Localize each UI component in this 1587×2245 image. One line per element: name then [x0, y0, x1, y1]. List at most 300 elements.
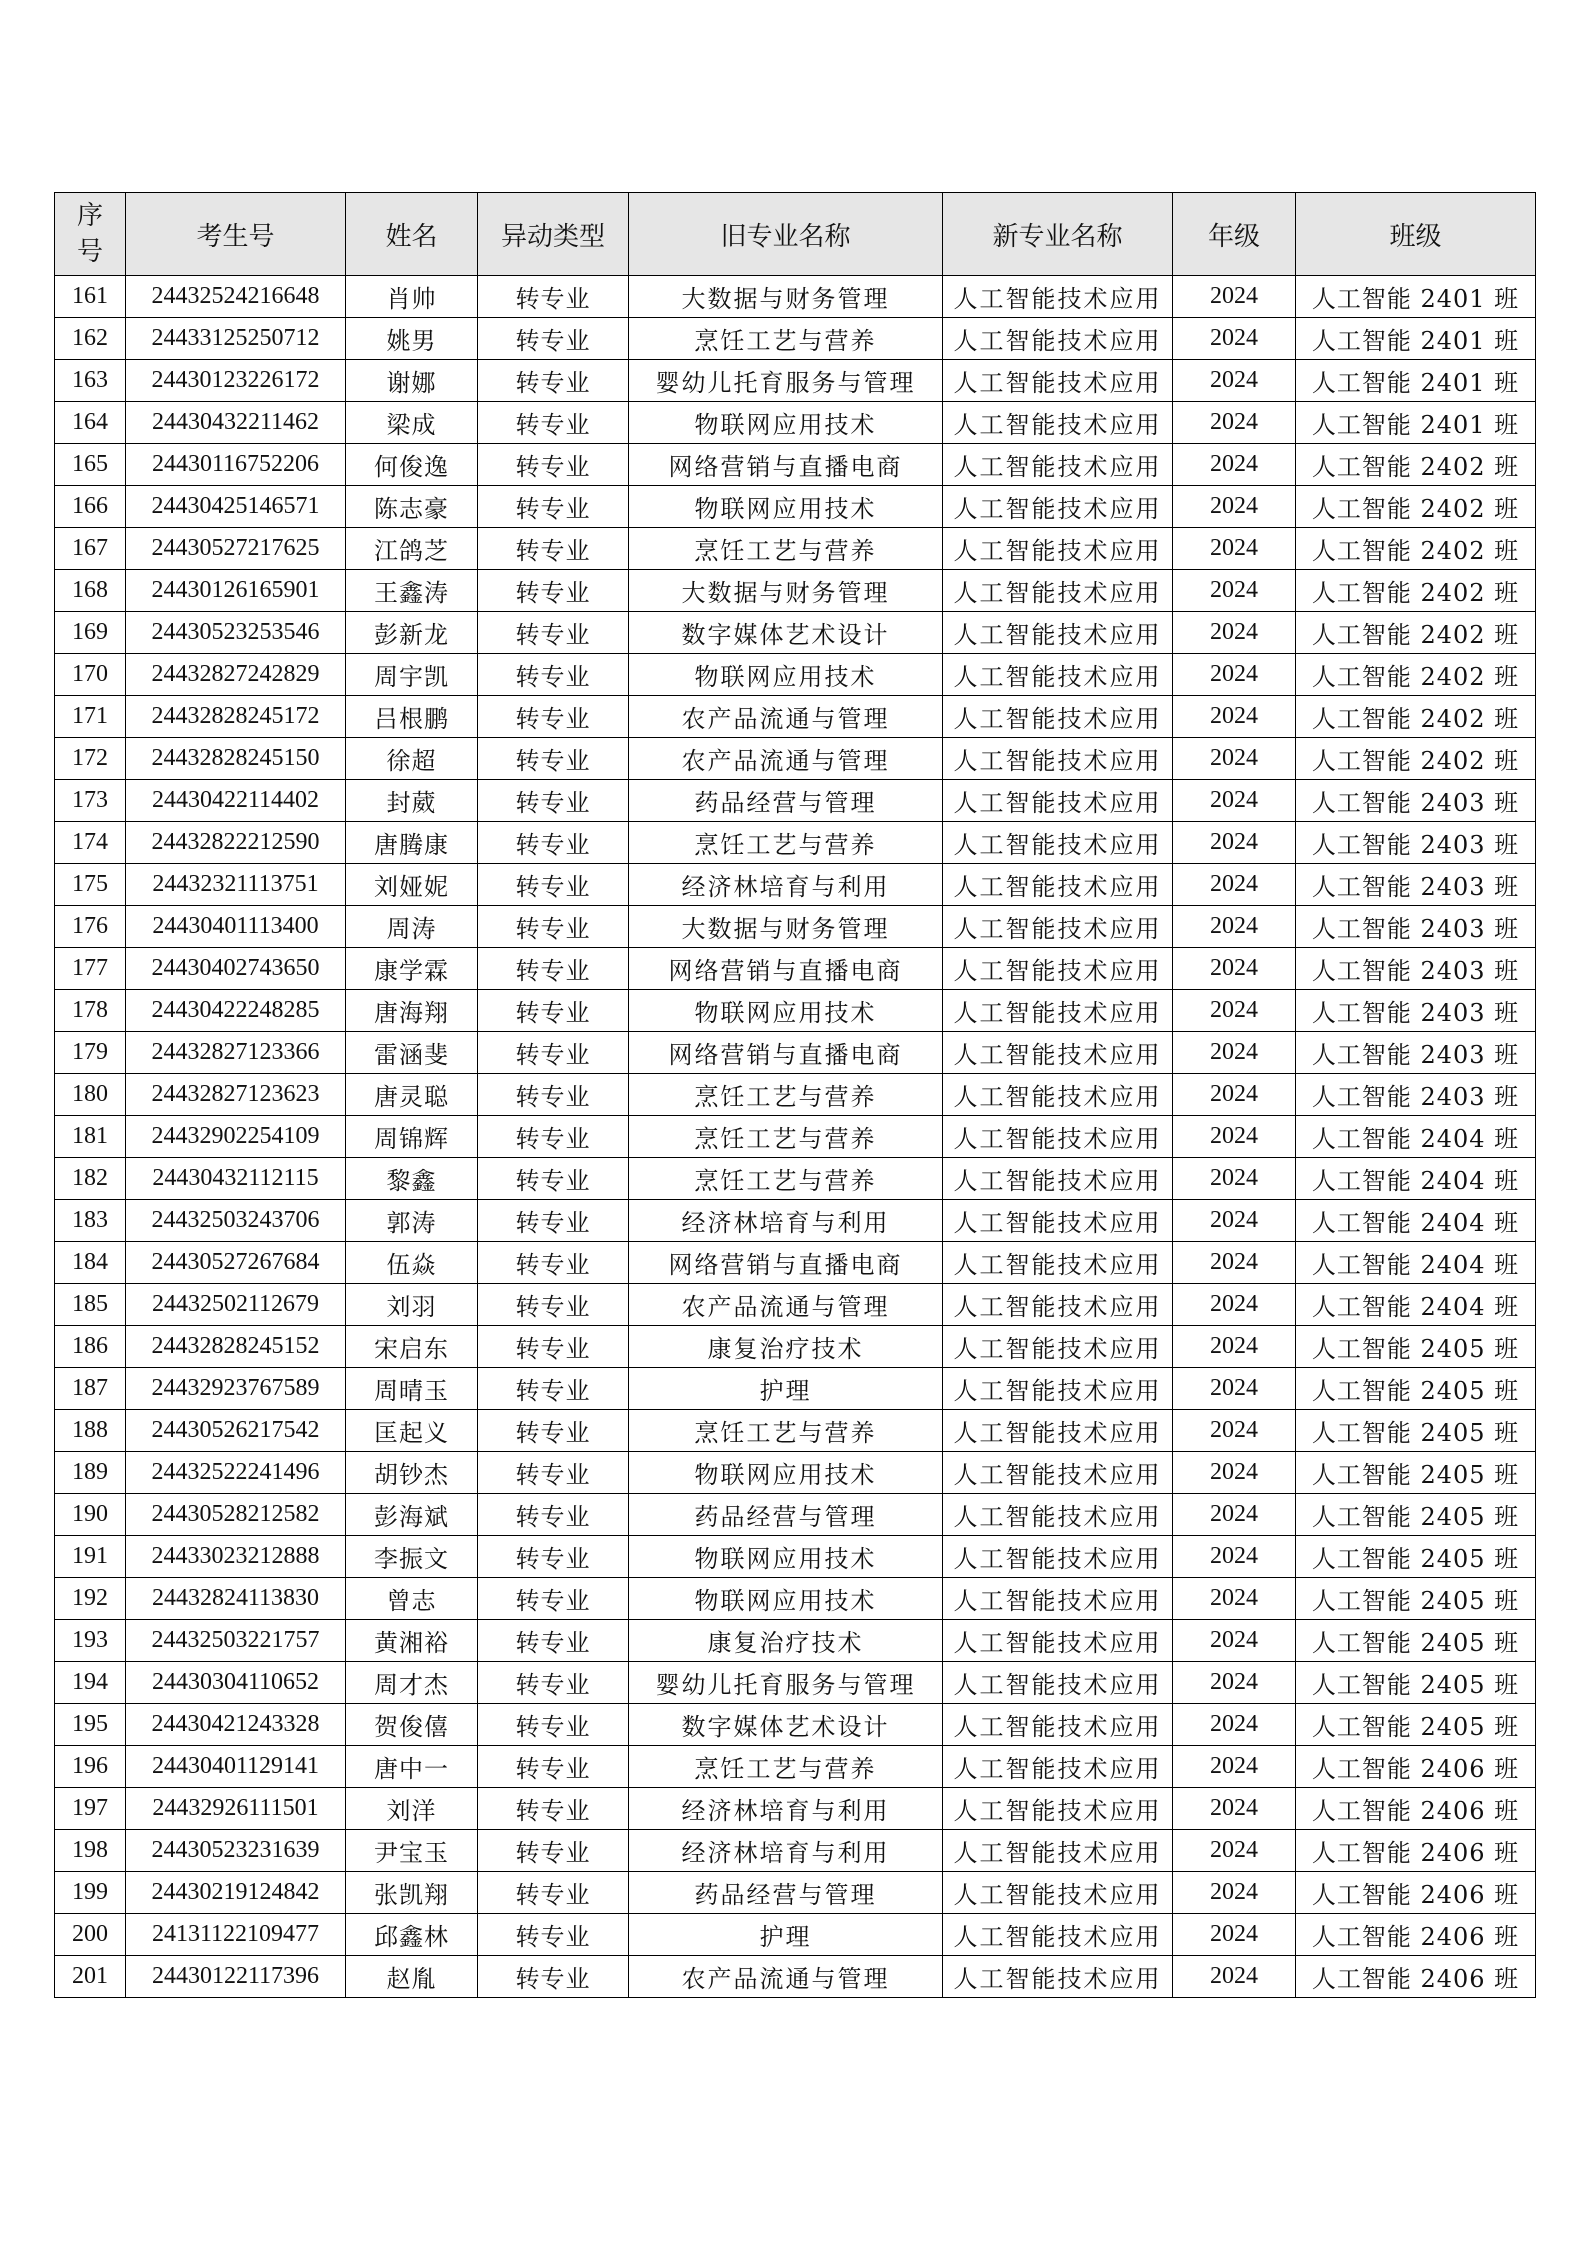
table-row — [55, 990, 1536, 1032]
cell-new-major: 人工智能技术应用 — [943, 1536, 1173, 1578]
cell-old-major: 烹饪工艺与营养 — [629, 1746, 943, 1788]
header-grade: 年级 — [1173, 193, 1296, 276]
cell-seq: 186 — [55, 1326, 126, 1368]
cell-name: 周宇凯 — [346, 654, 478, 696]
table-row — [55, 1158, 1536, 1200]
cell-change-type: 转专业 — [478, 1452, 629, 1494]
cell-class: 人工智能 2406 班 — [1296, 1746, 1536, 1788]
cell-name: 姚男 — [346, 318, 478, 360]
cell-new-major: 人工智能技术应用 — [943, 1494, 1173, 1536]
cell-old-major: 物联网应用技术 — [629, 654, 943, 696]
cell-name: 吕根鹏 — [346, 696, 478, 738]
cell-seq: 181 — [55, 1116, 126, 1158]
cell-class: 人工智能 2405 班 — [1296, 1662, 1536, 1704]
table-header — [55, 193, 1536, 276]
cell-class: 人工智能 2402 班 — [1296, 486, 1536, 528]
cell-grade: 2024 — [1173, 1242, 1296, 1284]
cell-seq: 178 — [55, 990, 126, 1032]
table-row — [55, 1956, 1536, 1998]
cell-new-major: 人工智能技术应用 — [943, 1368, 1173, 1410]
cell-new-major: 人工智能技术应用 — [943, 1074, 1173, 1116]
cell-name: 匡起义 — [346, 1410, 478, 1452]
cell-grade: 2024 — [1173, 1200, 1296, 1242]
cell-exam-id: 24430526217542 — [126, 1410, 346, 1452]
cell-exam-id: 24430126165901 — [126, 570, 346, 612]
cell-old-major: 物联网应用技术 — [629, 1536, 943, 1578]
cell-name: 曾志 — [346, 1578, 478, 1620]
cell-new-major: 人工智能技术应用 — [943, 864, 1173, 906]
cell-change-type: 转专业 — [478, 1410, 629, 1452]
cell-old-major: 网络营销与直播电商 — [629, 444, 943, 486]
table-body — [55, 276, 1536, 1998]
cell-grade: 2024 — [1173, 1788, 1296, 1830]
cell-old-major: 烹饪工艺与营养 — [629, 1158, 943, 1200]
cell-grade: 2024 — [1173, 1032, 1296, 1074]
header-name: 姓名 — [346, 193, 478, 276]
cell-old-major: 农产品流通与管理 — [629, 1956, 943, 1998]
cell-exam-id: 24432502112679 — [126, 1284, 346, 1326]
cell-new-major: 人工智能技术应用 — [943, 528, 1173, 570]
cell-new-major: 人工智能技术应用 — [943, 1452, 1173, 1494]
cell-old-major: 物联网应用技术 — [629, 990, 943, 1032]
cell-change-type: 转专业 — [478, 444, 629, 486]
cell-grade: 2024 — [1173, 486, 1296, 528]
cell-grade: 2024 — [1173, 1830, 1296, 1872]
cell-new-major: 人工智能技术应用 — [943, 906, 1173, 948]
cell-change-type: 转专业 — [478, 1494, 629, 1536]
cell-name: 刘洋 — [346, 1788, 478, 1830]
cell-exam-id: 24430122117396 — [126, 1956, 346, 1998]
cell-class: 人工智能 2403 班 — [1296, 822, 1536, 864]
cell-old-major: 物联网应用技术 — [629, 1578, 943, 1620]
cell-name: 梁成 — [346, 402, 478, 444]
cell-new-major: 人工智能技术应用 — [943, 1830, 1173, 1872]
cell-name: 徐超 — [346, 738, 478, 780]
cell-new-major: 人工智能技术应用 — [943, 1032, 1173, 1074]
cell-name: 贺俊僖 — [346, 1704, 478, 1746]
cell-seq: 198 — [55, 1830, 126, 1872]
cell-class: 人工智能 2401 班 — [1296, 360, 1536, 402]
cell-grade: 2024 — [1173, 906, 1296, 948]
cell-seq: 172 — [55, 738, 126, 780]
cell-new-major: 人工智能技术应用 — [943, 1620, 1173, 1662]
cell-seq: 167 — [55, 528, 126, 570]
cell-name: 封葳 — [346, 780, 478, 822]
cell-change-type: 转专业 — [478, 276, 629, 318]
cell-class: 人工智能 2404 班 — [1296, 1116, 1536, 1158]
cell-class: 人工智能 2403 班 — [1296, 1074, 1536, 1116]
cell-new-major: 人工智能技术应用 — [943, 276, 1173, 318]
cell-grade: 2024 — [1173, 1452, 1296, 1494]
table-row — [55, 696, 1536, 738]
cell-class: 人工智能 2405 班 — [1296, 1452, 1536, 1494]
cell-old-major: 经济林培育与利用 — [629, 1830, 943, 1872]
table-row — [55, 1620, 1536, 1662]
table-row — [55, 1368, 1536, 1410]
cell-class: 人工智能 2404 班 — [1296, 1158, 1536, 1200]
cell-old-major: 康复治疗技术 — [629, 1620, 943, 1662]
cell-class: 人工智能 2401 班 — [1296, 402, 1536, 444]
cell-seq: 165 — [55, 444, 126, 486]
cell-name: 王鑫涛 — [346, 570, 478, 612]
cell-grade: 2024 — [1173, 1410, 1296, 1452]
table-row — [55, 276, 1536, 318]
cell-grade: 2024 — [1173, 528, 1296, 570]
cell-new-major: 人工智能技术应用 — [943, 1914, 1173, 1956]
cell-old-major: 烹饪工艺与营养 — [629, 822, 943, 864]
cell-old-major: 农产品流通与管理 — [629, 1284, 943, 1326]
cell-class: 人工智能 2403 班 — [1296, 780, 1536, 822]
cell-change-type: 转专业 — [478, 1368, 629, 1410]
cell-seq: 190 — [55, 1494, 126, 1536]
cell-class: 人工智能 2406 班 — [1296, 1788, 1536, 1830]
cell-seq: 170 — [55, 654, 126, 696]
cell-seq: 182 — [55, 1158, 126, 1200]
cell-name: 李振文 — [346, 1536, 478, 1578]
cell-seq: 173 — [55, 780, 126, 822]
cell-old-major: 烹饪工艺与营养 — [629, 528, 943, 570]
cell-class: 人工智能 2405 班 — [1296, 1704, 1536, 1746]
cell-grade: 2024 — [1173, 864, 1296, 906]
cell-seq: 187 — [55, 1368, 126, 1410]
cell-exam-id: 24430402743650 — [126, 948, 346, 990]
cell-change-type: 转专业 — [478, 1956, 629, 1998]
cell-class: 人工智能 2406 班 — [1296, 1956, 1536, 1998]
cell-grade: 2024 — [1173, 1326, 1296, 1368]
table-row — [55, 1200, 1536, 1242]
cell-exam-id: 24430401113400 — [126, 906, 346, 948]
cell-seq: 199 — [55, 1872, 126, 1914]
table-row — [55, 1578, 1536, 1620]
cell-class: 人工智能 2404 班 — [1296, 1284, 1536, 1326]
cell-name: 伍焱 — [346, 1242, 478, 1284]
cell-exam-id: 24432822212590 — [126, 822, 346, 864]
cell-change-type: 转专业 — [478, 696, 629, 738]
cell-new-major: 人工智能技术应用 — [943, 1872, 1173, 1914]
table-row — [55, 864, 1536, 906]
cell-old-major: 药品经营与管理 — [629, 780, 943, 822]
cell-exam-id: 24432902254109 — [126, 1116, 346, 1158]
header-seq — [55, 193, 126, 276]
table-row — [55, 948, 1536, 990]
cell-exam-id: 24430123226172 — [126, 360, 346, 402]
cell-grade: 2024 — [1173, 822, 1296, 864]
cell-change-type: 转专业 — [478, 1914, 629, 1956]
table-row — [55, 360, 1536, 402]
cell-change-type: 转专业 — [478, 1536, 629, 1578]
cell-old-major: 经济林培育与利用 — [629, 864, 943, 906]
cell-new-major: 人工智能技术应用 — [943, 570, 1173, 612]
cell-change-type: 转专业 — [478, 402, 629, 444]
table-row — [55, 612, 1536, 654]
cell-seq: 201 — [55, 1956, 126, 1998]
cell-old-major: 大数据与财务管理 — [629, 276, 943, 318]
cell-change-type: 转专业 — [478, 1074, 629, 1116]
cell-name: 刘娅妮 — [346, 864, 478, 906]
cell-seq: 175 — [55, 864, 126, 906]
cell-seq: 189 — [55, 1452, 126, 1494]
cell-grade: 2024 — [1173, 612, 1296, 654]
cell-exam-id: 24430401129141 — [126, 1746, 346, 1788]
cell-new-major: 人工智能技术应用 — [943, 1200, 1173, 1242]
table-row — [55, 1242, 1536, 1284]
cell-exam-id: 24432524216648 — [126, 276, 346, 318]
table-row — [55, 1830, 1536, 1872]
cell-name: 何俊逸 — [346, 444, 478, 486]
cell-name: 唐中一 — [346, 1746, 478, 1788]
cell-old-major: 网络营销与直播电商 — [629, 948, 943, 990]
cell-new-major: 人工智能技术应用 — [943, 1662, 1173, 1704]
cell-exam-id: 24432926111501 — [126, 1788, 346, 1830]
cell-class: 人工智能 2406 班 — [1296, 1914, 1536, 1956]
cell-grade: 2024 — [1173, 1536, 1296, 1578]
cell-name: 周晴玉 — [346, 1368, 478, 1410]
table-row — [55, 1704, 1536, 1746]
cell-change-type: 转专业 — [478, 528, 629, 570]
cell-exam-id: 24432827123623 — [126, 1074, 346, 1116]
cell-seq: 191 — [55, 1536, 126, 1578]
cell-class: 人工智能 2404 班 — [1296, 1242, 1536, 1284]
cell-exam-id: 24430304110652 — [126, 1662, 346, 1704]
cell-exam-id: 24432503243706 — [126, 1200, 346, 1242]
cell-name: 肖帅 — [346, 276, 478, 318]
cell-old-major: 大数据与财务管理 — [629, 906, 943, 948]
cell-new-major: 人工智能技术应用 — [943, 990, 1173, 1032]
cell-exam-id: 24430422248285 — [126, 990, 346, 1032]
cell-seq: 197 — [55, 1788, 126, 1830]
cell-name: 江鸽芝 — [346, 528, 478, 570]
cell-new-major: 人工智能技术应用 — [943, 780, 1173, 822]
cell-name: 胡钞杰 — [346, 1452, 478, 1494]
cell-change-type: 转专业 — [478, 990, 629, 1032]
cell-old-major: 农产品流通与管理 — [629, 696, 943, 738]
cell-change-type: 转专业 — [478, 1704, 629, 1746]
cell-change-type: 转专业 — [478, 1116, 629, 1158]
cell-seq: 166 — [55, 486, 126, 528]
header-old-major: 旧专业名称 — [629, 193, 943, 276]
cell-exam-id: 24432503221757 — [126, 1620, 346, 1662]
cell-change-type: 转专业 — [478, 1830, 629, 1872]
cell-class: 人工智能 2402 班 — [1296, 654, 1536, 696]
cell-class: 人工智能 2405 班 — [1296, 1326, 1536, 1368]
cell-old-major: 数字媒体艺术设计 — [629, 612, 943, 654]
cell-class: 人工智能 2404 班 — [1296, 1200, 1536, 1242]
cell-grade: 2024 — [1173, 1578, 1296, 1620]
cell-seq: 183 — [55, 1200, 126, 1242]
cell-change-type: 转专业 — [478, 570, 629, 612]
cell-exam-id: 24432828245150 — [126, 738, 346, 780]
table-row — [55, 1872, 1536, 1914]
cell-new-major: 人工智能技术应用 — [943, 612, 1173, 654]
cell-change-type: 转专业 — [478, 1242, 629, 1284]
table-row — [55, 402, 1536, 444]
cell-name: 周才杰 — [346, 1662, 478, 1704]
cell-new-major: 人工智能技术应用 — [943, 1704, 1173, 1746]
cell-class: 人工智能 2406 班 — [1296, 1872, 1536, 1914]
cell-class: 人工智能 2405 班 — [1296, 1368, 1536, 1410]
cell-grade: 2024 — [1173, 696, 1296, 738]
cell-name: 郭涛 — [346, 1200, 478, 1242]
cell-class: 人工智能 2403 班 — [1296, 948, 1536, 990]
cell-old-major: 农产品流通与管理 — [629, 738, 943, 780]
cell-new-major: 人工智能技术应用 — [943, 1242, 1173, 1284]
cell-old-major: 物联网应用技术 — [629, 402, 943, 444]
cell-grade: 2024 — [1173, 1620, 1296, 1662]
cell-exam-id: 24430528212582 — [126, 1494, 346, 1536]
header-class: 班级 — [1296, 193, 1536, 276]
cell-grade: 2024 — [1173, 780, 1296, 822]
cell-seq: 174 — [55, 822, 126, 864]
student-transfer-table — [54, 192, 1536, 1998]
cell-old-major: 物联网应用技术 — [629, 1452, 943, 1494]
cell-old-major: 护理 — [629, 1914, 943, 1956]
cell-old-major: 网络营销与直播电商 — [629, 1242, 943, 1284]
cell-new-major: 人工智能技术应用 — [943, 1410, 1173, 1452]
cell-change-type: 转专业 — [478, 1158, 629, 1200]
cell-grade: 2024 — [1173, 990, 1296, 1032]
cell-grade: 2024 — [1173, 654, 1296, 696]
cell-change-type: 转专业 — [478, 1284, 629, 1326]
cell-class: 人工智能 2405 班 — [1296, 1494, 1536, 1536]
cell-exam-id: 24430527217625 — [126, 528, 346, 570]
cell-exam-id: 24432828245152 — [126, 1326, 346, 1368]
cell-name: 张凯翔 — [346, 1872, 478, 1914]
cell-name: 宋启东 — [346, 1326, 478, 1368]
cell-grade: 2024 — [1173, 570, 1296, 612]
header-row — [55, 193, 1536, 276]
table-row — [55, 318, 1536, 360]
table-row — [55, 1662, 1536, 1704]
cell-class: 人工智能 2403 班 — [1296, 864, 1536, 906]
cell-class: 人工智能 2403 班 — [1296, 990, 1536, 1032]
cell-seq: 169 — [55, 612, 126, 654]
cell-old-major: 经济林培育与利用 — [629, 1200, 943, 1242]
cell-old-major: 物联网应用技术 — [629, 486, 943, 528]
cell-old-major: 烹饪工艺与营养 — [629, 1410, 943, 1452]
cell-old-major: 大数据与财务管理 — [629, 570, 943, 612]
cell-class: 人工智能 2401 班 — [1296, 276, 1536, 318]
table-row — [55, 1326, 1536, 1368]
cell-old-major: 烹饪工艺与营养 — [629, 1116, 943, 1158]
cell-old-major: 烹饪工艺与营养 — [629, 1074, 943, 1116]
cell-old-major: 药品经营与管理 — [629, 1872, 943, 1914]
cell-change-type: 转专业 — [478, 1326, 629, 1368]
cell-exam-id: 24430432112115 — [126, 1158, 346, 1200]
table-row — [55, 1284, 1536, 1326]
cell-name: 周涛 — [346, 906, 478, 948]
cell-exam-id: 24433023212888 — [126, 1536, 346, 1578]
cell-name: 邱鑫林 — [346, 1914, 478, 1956]
header-seq-line1: 序 — [76, 201, 103, 231]
cell-exam-id: 24430219124842 — [126, 1872, 346, 1914]
header-exam-id: 考生号 — [126, 193, 346, 276]
cell-change-type: 转专业 — [478, 1872, 629, 1914]
cell-exam-id: 24430116752206 — [126, 444, 346, 486]
cell-change-type: 转专业 — [478, 1662, 629, 1704]
cell-name: 雷涵斐 — [346, 1032, 478, 1074]
cell-exam-id: 24432923767589 — [126, 1368, 346, 1410]
cell-old-major: 护理 — [629, 1368, 943, 1410]
cell-grade: 2024 — [1173, 1956, 1296, 1998]
cell-class: 人工智能 2402 班 — [1296, 738, 1536, 780]
cell-grade: 2024 — [1173, 402, 1296, 444]
cell-exam-id: 24430422114402 — [126, 780, 346, 822]
cell-change-type: 转专业 — [478, 822, 629, 864]
cell-new-major: 人工智能技术应用 — [943, 696, 1173, 738]
table-row — [55, 906, 1536, 948]
cell-grade: 2024 — [1173, 1914, 1296, 1956]
cell-name: 黄湘裕 — [346, 1620, 478, 1662]
table-row — [55, 738, 1536, 780]
cell-old-major: 经济林培育与利用 — [629, 1788, 943, 1830]
cell-seq: 176 — [55, 906, 126, 948]
cell-change-type: 转专业 — [478, 906, 629, 948]
cell-grade: 2024 — [1173, 1494, 1296, 1536]
cell-old-major: 网络营销与直播电商 — [629, 1032, 943, 1074]
cell-exam-id: 24430425146571 — [126, 486, 346, 528]
cell-class: 人工智能 2405 班 — [1296, 1620, 1536, 1662]
table-row — [55, 1494, 1536, 1536]
cell-exam-id: 24430523231639 — [126, 1830, 346, 1872]
table-row — [55, 1410, 1536, 1452]
header-new-major: 新专业名称 — [943, 193, 1173, 276]
cell-new-major: 人工智能技术应用 — [943, 738, 1173, 780]
cell-grade: 2024 — [1173, 1368, 1296, 1410]
cell-new-major: 人工智能技术应用 — [943, 360, 1173, 402]
cell-seq: 185 — [55, 1284, 126, 1326]
cell-old-major: 婴幼儿托育服务与管理 — [629, 360, 943, 402]
table-row — [55, 1788, 1536, 1830]
cell-new-major: 人工智能技术应用 — [943, 444, 1173, 486]
cell-change-type: 转专业 — [478, 486, 629, 528]
cell-exam-id: 24131122109477 — [126, 1914, 346, 1956]
cell-exam-id: 24430523253546 — [126, 612, 346, 654]
cell-grade: 2024 — [1173, 276, 1296, 318]
cell-change-type: 转专业 — [478, 780, 629, 822]
cell-seq: 192 — [55, 1578, 126, 1620]
cell-class: 人工智能 2405 班 — [1296, 1578, 1536, 1620]
cell-grade: 2024 — [1173, 1074, 1296, 1116]
cell-name: 唐腾康 — [346, 822, 478, 864]
cell-name: 陈志豪 — [346, 486, 478, 528]
cell-seq: 196 — [55, 1746, 126, 1788]
cell-name: 彭新龙 — [346, 612, 478, 654]
cell-new-major: 人工智能技术应用 — [943, 318, 1173, 360]
cell-exam-id: 24432522241496 — [126, 1452, 346, 1494]
cell-new-major: 人工智能技术应用 — [943, 1284, 1173, 1326]
cell-new-major: 人工智能技术应用 — [943, 1116, 1173, 1158]
table-row — [55, 1116, 1536, 1158]
cell-exam-id: 24430421243328 — [126, 1704, 346, 1746]
cell-change-type: 转专业 — [478, 1578, 629, 1620]
table-row — [55, 444, 1536, 486]
cell-exam-id: 24430527267684 — [126, 1242, 346, 1284]
cell-seq: 171 — [55, 696, 126, 738]
cell-name: 刘羽 — [346, 1284, 478, 1326]
cell-new-major: 人工智能技术应用 — [943, 948, 1173, 990]
table-row — [55, 1032, 1536, 1074]
table-row — [55, 1746, 1536, 1788]
cell-seq: 179 — [55, 1032, 126, 1074]
table-row — [55, 1452, 1536, 1494]
cell-grade: 2024 — [1173, 1872, 1296, 1914]
cell-name: 尹宝玉 — [346, 1830, 478, 1872]
cell-new-major: 人工智能技术应用 — [943, 486, 1173, 528]
table-row — [55, 1074, 1536, 1116]
cell-change-type: 转专业 — [478, 1032, 629, 1074]
cell-new-major: 人工智能技术应用 — [943, 822, 1173, 864]
cell-name: 彭海斌 — [346, 1494, 478, 1536]
